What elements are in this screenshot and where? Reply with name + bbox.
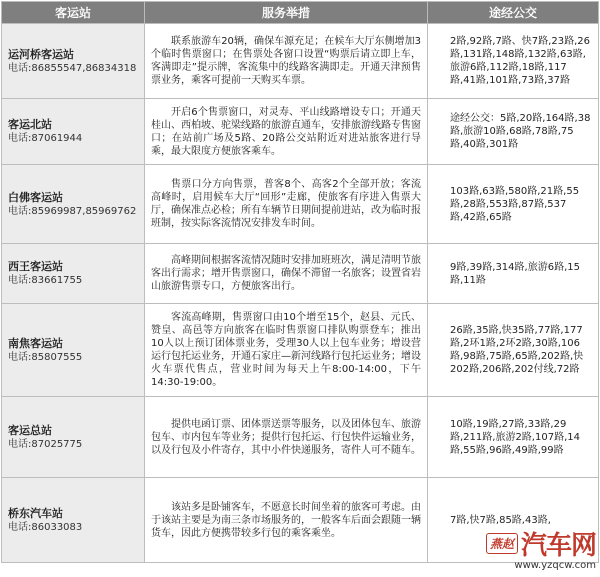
table-row [2, 165, 599, 244]
service-cell: 高峰期间根据客流情况随时安排加班班次，满足清明节旅客出行需求；增开售票窗口，确保不滞留一名旅客；设置省岩山旅游售票专口，方便旅客出行。 [145, 244, 428, 304]
table-row [2, 24, 599, 99]
watermark-logo [486, 525, 596, 562]
station-cell [2, 244, 145, 304]
service-cell: 开启6个售票窗口，对灵寿、平山线路增设专口；开通天桂山、西柏坡、驼梁线路的旅游直通车，安排旅游线路专售窗口；在站前广场及5路、20路公交站附近对进站旅客进行导乘，最大限度方便旅客乘车。 [145, 99, 428, 165]
station-cell [2, 99, 145, 165]
header-service: 服务举措 [145, 2, 428, 24]
bus-cell: 103路,63路,580路,21路,55路,28路,553路,87路,537路,42路,65路 [428, 165, 599, 244]
station-name: 白佛客运站 [8, 190, 63, 204]
watermark-brand: 汽车网 [520, 530, 596, 560]
header-bus: 途经公交 [428, 2, 599, 24]
service-cell: 联系旅游车20辆，确保车源充足；在候车大厅东侧增加3个临时售票窗口；在售票处各窗口设置“购票后请立即上车，客满即走”提示牌，客流集中的线路客满即走。开通天津预售票业务，乘客可提前一天购买车票。 [145, 24, 428, 99]
station-phone: 电话:87061944 [8, 133, 83, 144]
bus-cell: 7路,快7路,85路,43路, [428, 478, 599, 563]
station-cell [2, 478, 145, 563]
station-cell [2, 24, 145, 99]
table-header-row [2, 2, 599, 24]
station-phone: 电话:83661755 [8, 275, 83, 286]
station-name: 客运总站 [8, 423, 52, 437]
station-phone: 电话:87025775 [8, 438, 83, 450]
service-cell: 售票口分方向售票，普客8个、高客2个全部开放；客流高峰时，启用候车大厅“回形”走廊，使旅客有序进入售票大厅，确保准点必检；所有车辆节日期间提前进站，改为临时报班制，按实际客流情况安排发车时间。 [145, 165, 428, 244]
bus-cell: 2路,92路,7路、快7路,23路,26路,131路,148路,132路,63路,旅游6路,112路,18路,117路,41路,101路,73路,37路 [428, 24, 599, 99]
service-cell: 提供电函订票、团体票送票等服务，以及团体包车、旅游包车、市内包车等业务；提供行包托运、行包快件运输业务，以及行包及小件寄存，其中小件快递服务，寄件人可不随车。 [145, 397, 428, 478]
bus-cell: 9路,39路,314路,旅游6路,15路,11路 [428, 244, 599, 304]
station-phone: 电话:86855547,86834318 [8, 62, 137, 74]
header-station: 客运站 [2, 2, 145, 24]
bus-station-table [1, 1, 599, 563]
station-name: 客运北站 [8, 118, 52, 131]
table-row [2, 244, 599, 304]
bus-cell: 26路,35路,快35路,77路,177路,2环1路,2环2路,30路,106路,98路,75路,65路,202路,快202路,206路,202付线,72路 [428, 304, 599, 397]
watermark-url: www.yzqcw.com [514, 560, 596, 571]
table-row [2, 99, 599, 165]
station-phone: 电话:85807555 [8, 351, 83, 363]
station-name: 桥东汽车站 [8, 506, 63, 520]
watermark-badge: 燕赵 [486, 533, 518, 554]
station-name: 运河桥客运站 [8, 47, 74, 61]
station-phone: 电话:86033083 [8, 521, 83, 533]
station-cell [2, 397, 145, 478]
service-cell: 客流高峰期，售票窗口由10个增至15个，赵县、元氏、赞皇、高邑等方向旅客在临时售票窗口排队购票登车；推出10人以上预订团体票业务，受理30人以上包车业务；增设营运行包托运业务，开通石家庄—新河线路行包托运业务；增设火车票代售点，营业时间为每天上午8:00-14:00，下午14:30-19:00。 [145, 304, 428, 397]
service-cell: 该站多是卧铺客车，不愿意长时间坐着的旅客可考虑。由于该站主要是为南三条市场服务的，一般客车后面会跟随一辆货车，因此方便携带较多行包的乘客乘坐。 [145, 478, 428, 563]
bus-cell: 途经公交：5路,20路,164路,38路,旅游10路,68路,78路,75路,40路,301路 [428, 99, 599, 165]
station-phone: 电话:85969987,85969762 [8, 205, 137, 217]
station-cell [2, 304, 145, 397]
watermark [426, 525, 596, 571]
station-name: 南焦客运站 [8, 336, 63, 350]
bus-cell: 10路,19路,27路,33路,29路,211路,旅游2路,107路,14路,55路,96路,49路,99路 [428, 397, 599, 478]
station-name: 西王客运站 [8, 260, 63, 273]
station-cell [2, 165, 145, 244]
table-row [2, 397, 599, 478]
table-row [2, 304, 599, 397]
